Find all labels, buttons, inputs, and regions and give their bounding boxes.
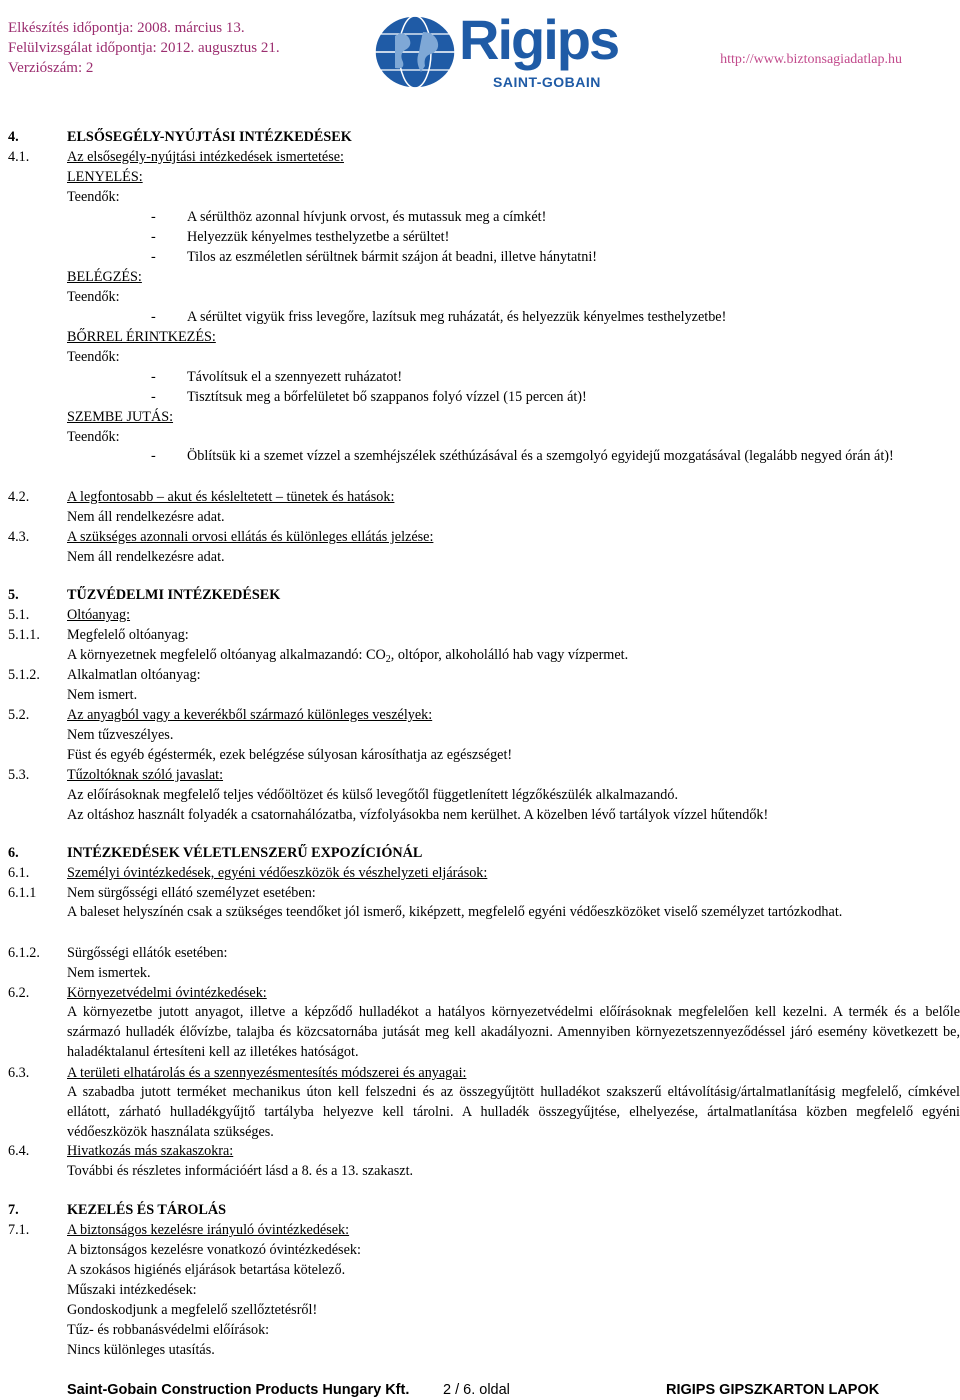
footer-company: Saint-Gobain Construction Products Hungary Kft. <box>67 1382 410 1398</box>
creation-date: Elkészítés időpontja: 2008. március 13. <box>8 20 245 36</box>
footer-product: RIGIPS GIPSZKARTON LAPOK <box>666 1382 880 1398</box>
revision-date: Felülvizsgálat időpontja: 2012. augusztus 21. <box>8 40 280 56</box>
logo-subtext: SAINT-GOBAIN <box>493 74 601 90</box>
globe-icon <box>373 14 457 90</box>
page-header <box>0 0 960 100</box>
logo-wordmark: Rigips <box>459 8 619 71</box>
document-meta <box>8 18 280 78</box>
version-number: Verziószám: 2 <box>8 60 94 76</box>
rigips-logo <box>373 8 619 92</box>
footer-page-number: 2 / 6. oldal <box>443 1382 510 1398</box>
website-link[interactable]: http://www.biztonsagiadatlap.hu <box>720 52 902 67</box>
